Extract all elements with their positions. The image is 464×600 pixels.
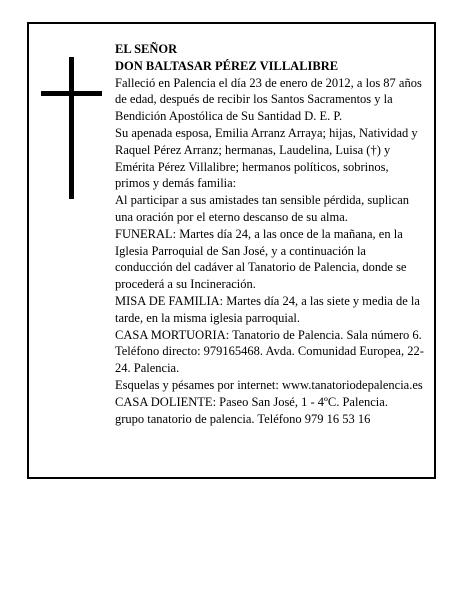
obituary-text [115,41,425,427]
condolences-web: Esquelas y pésames por internet: www.tanatoriodepalencia.es [115,377,423,392]
death-announcement: Falleció en Palencia el día 23 de enero de 2012, a los 87 años de edad, después de recibir los Santos Sacramentos y la Bendición Apostólica de Su Santidad D. E. P. [115,75,422,124]
family-list: Su apenada esposa, Emilia Arranz Arraya; hijas, Natividad y Raquel Pérez Arranz; hermanas, Laudelina, Luisa (†) y Emérita Pérez Villalibre; hermanos políticos, sobrinos, primos y demás familia: [115,125,418,191]
funeral-home-info: CASA MORTUORIA: Tanatorio de Palencia. Sala número 6. Teléfono directo: 979165468. Avda. Comunidad Europea, 22-24. Palencia. [115,327,424,376]
family-home-info: CASA DOLIENTE: Paseo San José, 1 - 4ºC. Palencia. [115,394,388,409]
funeral-info: FUNERAL: Martes día 24, a las once de la mañana, en la Iglesia Parroquial de San José, y a continuación la conducción del cadáver al Tanatorio de Palencia, donde se procederá a su Incineración. [115,226,407,292]
cross-icon-vertical [69,57,74,199]
deceased-name: DON BALTASAR PÉREZ VILLALIBRE [115,58,339,73]
cross-icon-horizontal [41,91,102,96]
obituary-notice [27,22,436,479]
prayer-request: Al participar a sus amistades tan sensible pérdida, suplican una oración por el eterno descanso de su alma. [115,193,410,224]
family-mass-info: MISA DE FAMILIA: Martes día 24, a las siete y media de la tarde, en la misma iglesia parroquial. [115,293,420,325]
heading-line-1: EL SEÑOR [115,42,178,56]
funeral-group-phone: grupo tanatorio de palencia. Teléfono 979 16 53 16 [115,411,371,426]
